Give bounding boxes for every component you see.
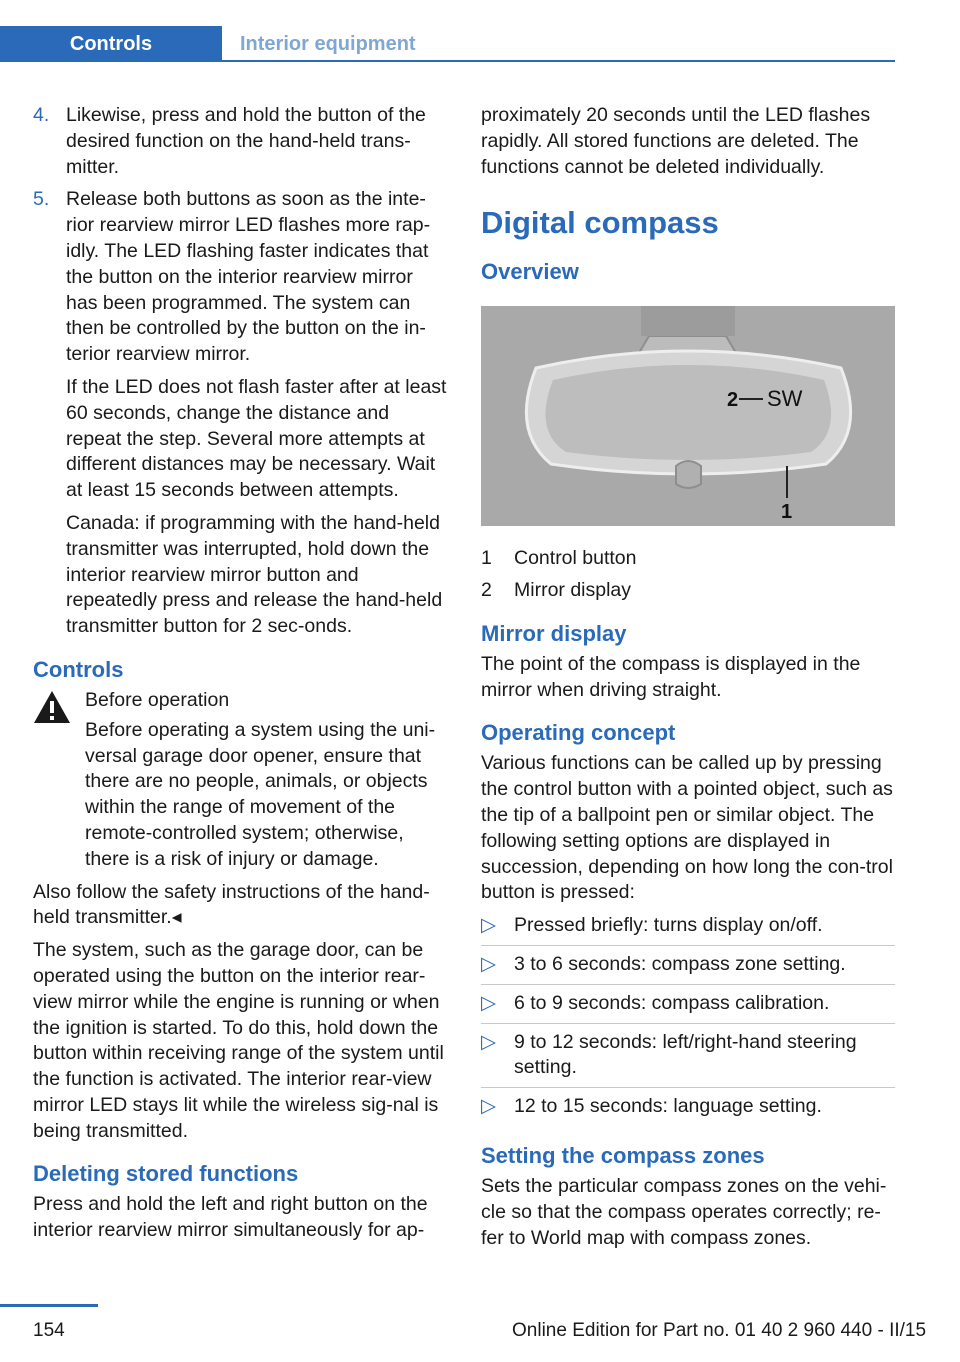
operating-concept-text: Various functions can be called up by pressing the control button with a pointed object, such as the tip of a ballpoint pen or similar object. The following setting options are displayed in succession, depending on how long the con-trol button is pressed:	[481, 752, 893, 904]
left-column	[33, 103, 448, 1251]
step-text: Likewise, press and hold the button of the desired function on the hand-held trans-mitter.	[66, 104, 426, 178]
digital-compass-heading: Digital compass	[481, 205, 719, 241]
list-item	[481, 913, 895, 946]
step-number: 5.	[33, 188, 50, 211]
list-item	[481, 991, 895, 1024]
continued-text: proximately 20 seconds until the LED flashes rapidly. All stored functions are deleted. The functions cannot be deleted individually.	[481, 104, 871, 178]
list-item-text: 12 to 15 seconds: language setting.	[514, 1095, 822, 1118]
step-4	[33, 103, 448, 180]
figure-label-2: 2	[727, 389, 739, 412]
controls-heading: Controls	[33, 656, 124, 682]
legend-number: 2	[481, 578, 492, 601]
step-number: 4.	[33, 104, 50, 126]
page-header	[0, 0, 960, 62]
mirror-display-heading: Mirror display	[481, 620, 627, 646]
list-item	[481, 1030, 895, 1089]
edition-footer: Online Edition for Part no. 01 40 2 960 440 - II/15	[512, 1320, 927, 1341]
warning-triangle-icon	[33, 690, 71, 724]
bullet-triangle-icon: ▷	[481, 1030, 496, 1053]
list-item-text: 9 to 12 seconds: left/right-hand steering setting.	[514, 1030, 857, 1079]
section-tab-controls: Controls	[0, 26, 222, 62]
step-5	[33, 187, 448, 640]
system-text: The system, such as the garage door, can be operated using the button on the interior rear-view mirror while the engine is running or when the ignition is started. To do this, hold down the button within receiving range of the system until the function is activated. The interior rear-view mirror LED stays lit while the wireless sig-nal is being transmitted.	[33, 939, 444, 1142]
legend-item	[481, 546, 895, 572]
bullet-triangle-icon: ▷	[481, 991, 496, 1014]
setting-options-list	[481, 913, 895, 1126]
step-text: Canada: if programming with the hand-held transmitter was interrupted, hold down the interior rearview mirror button and repeatedly press and release the hand-held transmitter button for 2 sec-onds.	[66, 511, 443, 638]
rearview-mirror-figure	[481, 306, 895, 526]
legend-text: Mirror display	[514, 578, 632, 601]
legend-text: Control button	[514, 547, 637, 570]
figure-label-1: 1	[781, 501, 793, 524]
bullet-triangle-icon: ▷	[481, 1095, 496, 1118]
bullet-triangle-icon: ▷	[481, 952, 496, 975]
step-text: If the LED does not flash faster after at least 60 seconds, change the distance and repeat the step. Several more attempts at different distances may be necessary. Wait at least 15 seconds between attempts.	[66, 375, 447, 502]
header-rule	[222, 60, 895, 62]
legend-item	[481, 578, 895, 604]
legend-number: 1	[481, 547, 492, 570]
step-text: Release both buttons as soon as the inte-rior rearview mirror LED flashes more rap-idly. The LED flashing faster indicates that the button on the interior rearview mirror has been programmed. The system can then be controlled by the button on the in-terior rearview mirror.	[66, 188, 431, 366]
section-tab-interior-equipment: Interior equipment	[240, 33, 416, 55]
compass-zones-text: Sets the particular compass zones on the vehi-cle so that the compass operates correctly; re-fer to World map with compass zones.	[481, 1174, 887, 1249]
list-item-text: Pressed briefly: turns display on/off.	[514, 914, 823, 937]
list-item	[481, 1094, 895, 1126]
warning-text: Before operating a system using the uni-versal garage door opener, ensure that there are no people, animals, or objects within the range of movement of the remote-controlled system; otherwise, there is a risk of injury or damage.	[85, 718, 436, 870]
safety-text: Also follow the safety instructions of the hand-held transmitter.◂	[33, 880, 430, 929]
warning-title: Before operation	[85, 688, 230, 711]
list-item-text: 3 to 6 seconds: compass zone setting.	[514, 952, 846, 975]
deleting-heading: Deleting stored functions	[33, 1161, 299, 1187]
list-item-text: 6 to 9 seconds: compass calibration.	[514, 991, 830, 1014]
right-column	[481, 103, 895, 1258]
bullet-triangle-icon: ▷	[481, 914, 496, 937]
figure-display-text: SW	[767, 386, 803, 412]
page-number: 154	[33, 1320, 65, 1341]
mirror-display-text: The point of the compass is displayed in the mirror when driving straight.	[481, 652, 861, 701]
deleting-text: Press and hold the left and right button on the interior rearview mirror simultaneously for ap-	[33, 1193, 428, 1242]
operating-concept-heading: Operating concept	[481, 720, 676, 746]
footer-rule	[0, 1304, 98, 1307]
warning-block	[33, 688, 448, 873]
list-item	[481, 952, 895, 985]
overview-heading: Overview	[481, 259, 579, 285]
compass-zones-heading: Setting the compass zones	[481, 1142, 765, 1168]
